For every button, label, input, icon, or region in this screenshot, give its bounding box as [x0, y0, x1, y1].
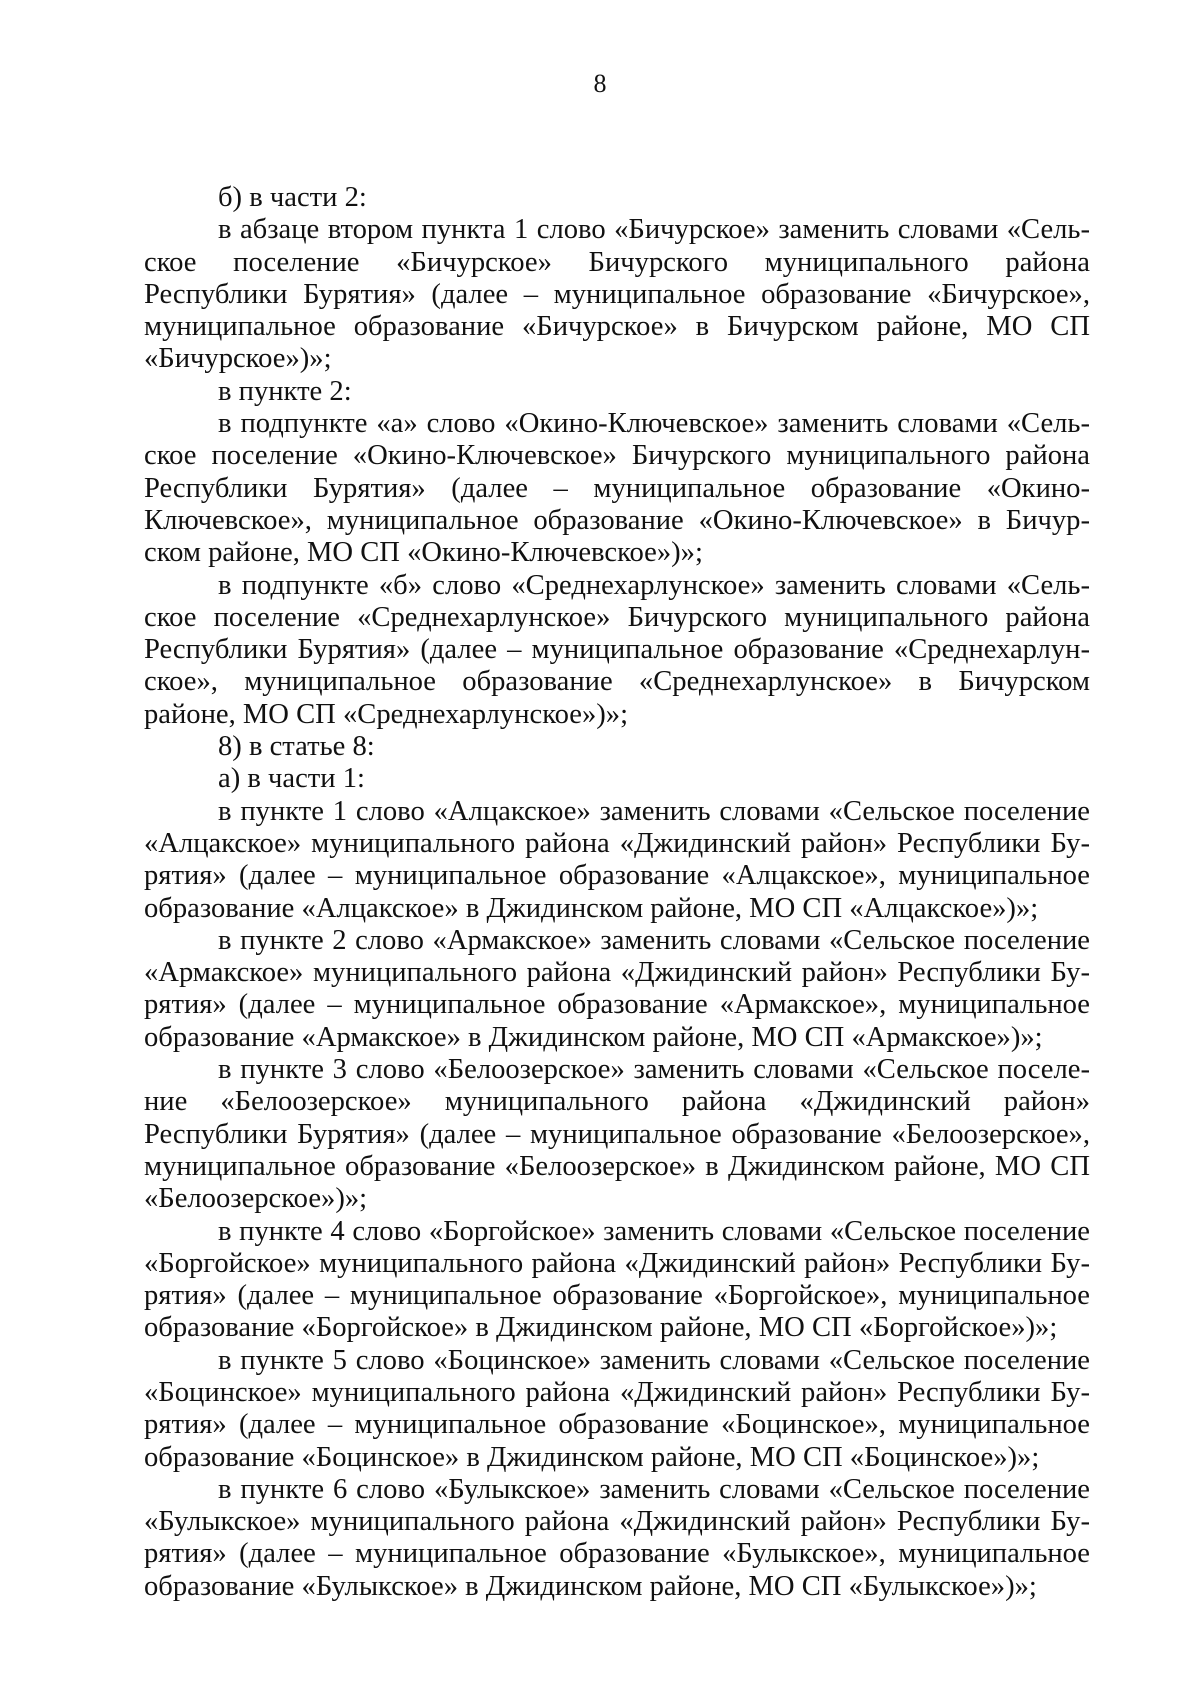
- document-body: [144, 182, 1090, 1603]
- paragraph: 8) в статье 8:: [218, 731, 375, 763]
- paragraph: в пункте 4 слово «Боргойское» заменить словами «Сельское поселение «Боргойское» муниципального района «Джидинский район» Республики Бурятия» (далее – муниципальное образование «Боргойское», муниципальное образование «Боргойское» в Джидинском районе, МО СП «Боргойское»)»;: [144, 1215, 1090, 1344]
- paragraph: в пункте 6 слово «Булыкское» заменить словами «Сельское поселение «Булыкское» муниципального района «Джидинский район» Республики Бурятия» (далее – муниципальное образование «Булыкское», муниципальное образование «Булыкское» в Джидинском районе, МО СП «Булыкское»)»;: [144, 1473, 1090, 1602]
- paragraph: в подпункте «а» слово «Окино-Ключевское» заменить словами «Сельское поселение «Окино-Ключевское» Бичурского муниципального района Республики Бурятия» (далее – муниципальное образование «Окино-Ключевское», муниципальное образование «Окино-Ключевское» в Бичурском районе, МО СП «Окино-Ключевское»)»;: [144, 408, 1090, 569]
- paragraph: в пункте 3 слово «Белоозерское» заменить словами «Сельское поселение «Белоозерское» муниципального района «Джидинский район» Республики Бурятия» (далее – муниципальное образование «Белоозерское», муниципальное образование «Белоозерское» в Джидинском районе, МО СП «Белоозерское»)»;: [144, 1054, 1090, 1215]
- paragraph: в пункте 2 слово «Армакское» заменить словами «Сельское поселение «Армакское» муниципального района «Джидинский район» Республики Бурятия» (далее – муниципальное образование «Армакское», муниципальное образование «Армакское» в Джидинском районе, МО СП «Армакское»)»;: [144, 924, 1090, 1053]
- paragraph: в пункте 1 слово «Алцакское» заменить словами «Сельское поселение «Алцакское» муниципального района «Джидинский район» Республики Бурятия» (далее – муниципальное образование «Алцакское», муниципальное образование «Алцакское» в Джидинском районе, МО СП «Алцакское»)»;: [144, 795, 1090, 924]
- paragraph: в пункте 2:: [218, 375, 352, 407]
- paragraph: в абзаце втором пункта 1 слово «Бичурское» заменить словами «Сельское поселение «Бичурское» Бичурского муниципального района Республики Бурятия» (далее – муниципальное образование «Бичурское», муниципальное образование «Бичурское» в Бичурском районе, МО СП «Бичурское»)»;: [144, 214, 1090, 375]
- paragraph: б) в части 2:: [218, 182, 367, 213]
- paragraph: в пункте 5 слово «Боцинское» заменить словами «Сельское поселение «Боцинское» муниципального района «Джидинский район» Республики Бурятия» (далее – муниципальное образование «Боцинское», муниципальное образование «Боцинское» в Джидинском районе, МО СП «Боцинское»)»;: [144, 1344, 1090, 1473]
- paragraph: а) в части 1:: [218, 763, 365, 795]
- paragraph: в подпункте «б» слово «Среднехарлунское» заменить словами «Сельское поселение «Среднехарлунское» Бичурского муниципального района Республики Бурятия» (далее – муниципальное образование «Среднехарлунское», муниципальное образование «Среднехарлунское» в Бичурском районе, МО СП «Среднехарлунское»)»;: [144, 569, 1090, 730]
- page-number: 8: [593, 69, 607, 98]
